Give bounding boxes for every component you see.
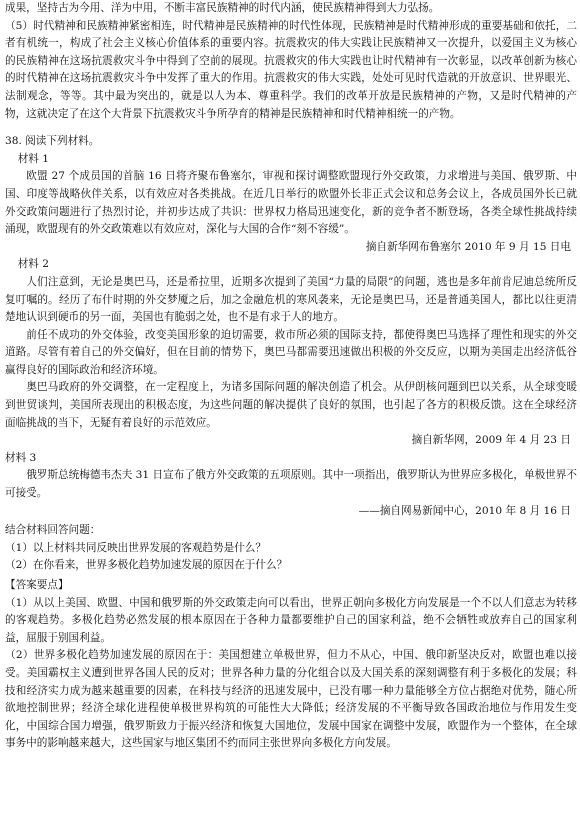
answer-heading: 【答案要点】	[5, 579, 69, 591]
question-1: （1）以上材料共同反映出世界发展的客观趋势是什么？	[5, 541, 266, 554]
question-heading: 38. 阅读下列材料。	[5, 135, 100, 148]
material-3-text: 俄罗斯总统梅德韦杰夫 31 日宣布了俄方外交政策的五项原则。其中一项指出，俄罗斯认为世界应多极化，单极世界不可接受。	[5, 469, 577, 500]
material-1-text: 欧盟 27 个成员国的首脑 16 日将齐聚布鲁塞尔，审视和探讨调整欧盟现行外交政策，力求增进与美国、俄罗斯、中国、印度等战略伙伴关系，以有效应对各类挑战。在近几日举行的欧盟外长非正式会议和总务会议上，各成员国外长已就外交政策问题进行了热烈讨论，并初步达成了共识：世界权力格局迅速变化，新的竞争者不断登场，各类全球性挑战持续涌现，欧盟现有的外交政策难以有效应对，深化与大国的合作“刻不容缓”。	[5, 170, 577, 236]
material-1-label: 材料 1	[17, 152, 50, 165]
material-2-paragraph-1: 人们注意到，无论是奥巴马，还是希拉里，近期多次提到了美国“力量的局限”的问题，逃也是多年前肯尼迪总统所反复叮嘱的。经历了布什时期的外交梦魇之后，加之金融危机的寒风袭来，无论是奥巴马，还是普通美国人，都比以往更清楚地认识到硬币的另一面，美国也有脆弱之处，也不是有求于人的地方。	[5, 275, 577, 324]
intro-paragraph-5: （5）时代精神和民族精神紧密相连，时代精神是民族精神的时代性体现，民族精神是时代精神形成的重要基础和依托，二者有机统一，构成了社会主义核心价值体系的重要内容。抗震救灾的伟大实践让民族精神又一次提升，以爱国主义为核心的民族精神在这场抗震救灾斗争中得到了空前的展现。抗震救灾的伟大实践也让时代精神有一次彰显，以改革创新为核心的时代精神在这场抗震救灾斗争中发挥了重大的作用。抗震救灾的伟大实践，处处可见时代造就的开放意识、世界眼光、法制观念，等等。其中最为突出的，就是以人为本、尊重科学。我们的改革开放是民族精神的产物，又是时代精神的产物，这就决定了在这个大背景下抗震救灾斗争所孕育的精神是民族精神和时代精神相统一的产物。	[5, 19, 577, 120]
material-3-source: ——摘自网易新闻中心，2010 年 8 月 16 日	[358, 504, 571, 517]
material-2-paragraph-3: 奥巴马政府的外交调整，在一定程度上，为诸多国际问题的解决创造了机会。从伊朗核问题到巴以关系，从全球变暖到世贸谈判，美国所表现出的积极态度，为这些问题的解决提供了良好的氛围，也引起了各方的积极反馈。这在全球经济面临挑战的当下，无疑有着良好的示范效应。	[5, 381, 577, 429]
answer-2: （2）世界多极化趋势加速发展的原因在于：美国想建立单极世界，但力不从心，中国、俄印新坚决反对，欧盟也难以接受。美国霸权主义遭到世界各国人民的反对；世界各种力量的分化组合以及大国关系的深刻调整有利于多极化的发展；科技和经济实力成为越来越重要的因素，在科技与经济的迅速发展中，已没有哪一种力量能够全方位占据绝对优势，随心所欲地控制世界；经济全球化进程使单极世界构筑的可能性大大降低；经济发展的不平衡导致各国政治地位与作用发生变化，中国综合国力增强，俄罗斯致力于振兴经济和恢复大国地位，发展中国家在调整中发展，欧盟作为一个整体，在全球事务中的影响越来越大，这些国家与地区集团不约而同主张世界向多极化方向发展。	[5, 649, 577, 750]
material-2-paragraph-2: 前任不成功的外交体验，改变美国形象的迫切需要，救市所必须的国际支持，都使得奥巴马选择了理性和现实的外交道路。尽管有着自己的外交偏好，但在目前的情势下，奥巴马都需要迅速做出积极的外交反应，以期为美国走出经济低谷赢得良好的国际政治和经济环境。	[5, 328, 577, 376]
spacer	[5, 123, 577, 133]
intro-line: 成果，坚持古为今用、洋为中用，不断丰富民族精神的时代内涵，使民族精神得到大力弘扬。	[5, 2, 440, 14]
question-prompt: 结合材料回答问题：	[5, 524, 101, 537]
material-1-source: 摘自新华网布鲁塞尔 2010 年 9 月 15 日电	[365, 240, 571, 253]
material-2-label: 材料 2	[17, 258, 50, 271]
material-3-label: 材料 3	[5, 451, 37, 464]
answer-1: （1）从以上美国、欧盟、中国和俄罗斯的外交政策走向可以看出，世界正朝向多极化方向发展是一个不以人们意志为转移的客观趋势。多极化趋势必然发展的根本原因在于各种力量都要维护自己的国家利益，绝不会牺牲或放弃自己的国家利益，屈服于别国利益。	[5, 596, 577, 644]
material-2-source: 摘自新华网，2009 年 4 月 23 日	[411, 434, 571, 447]
question-2: （2）在你看来，世界多极化趋势加速发展的原因在于什么？	[5, 559, 288, 572]
